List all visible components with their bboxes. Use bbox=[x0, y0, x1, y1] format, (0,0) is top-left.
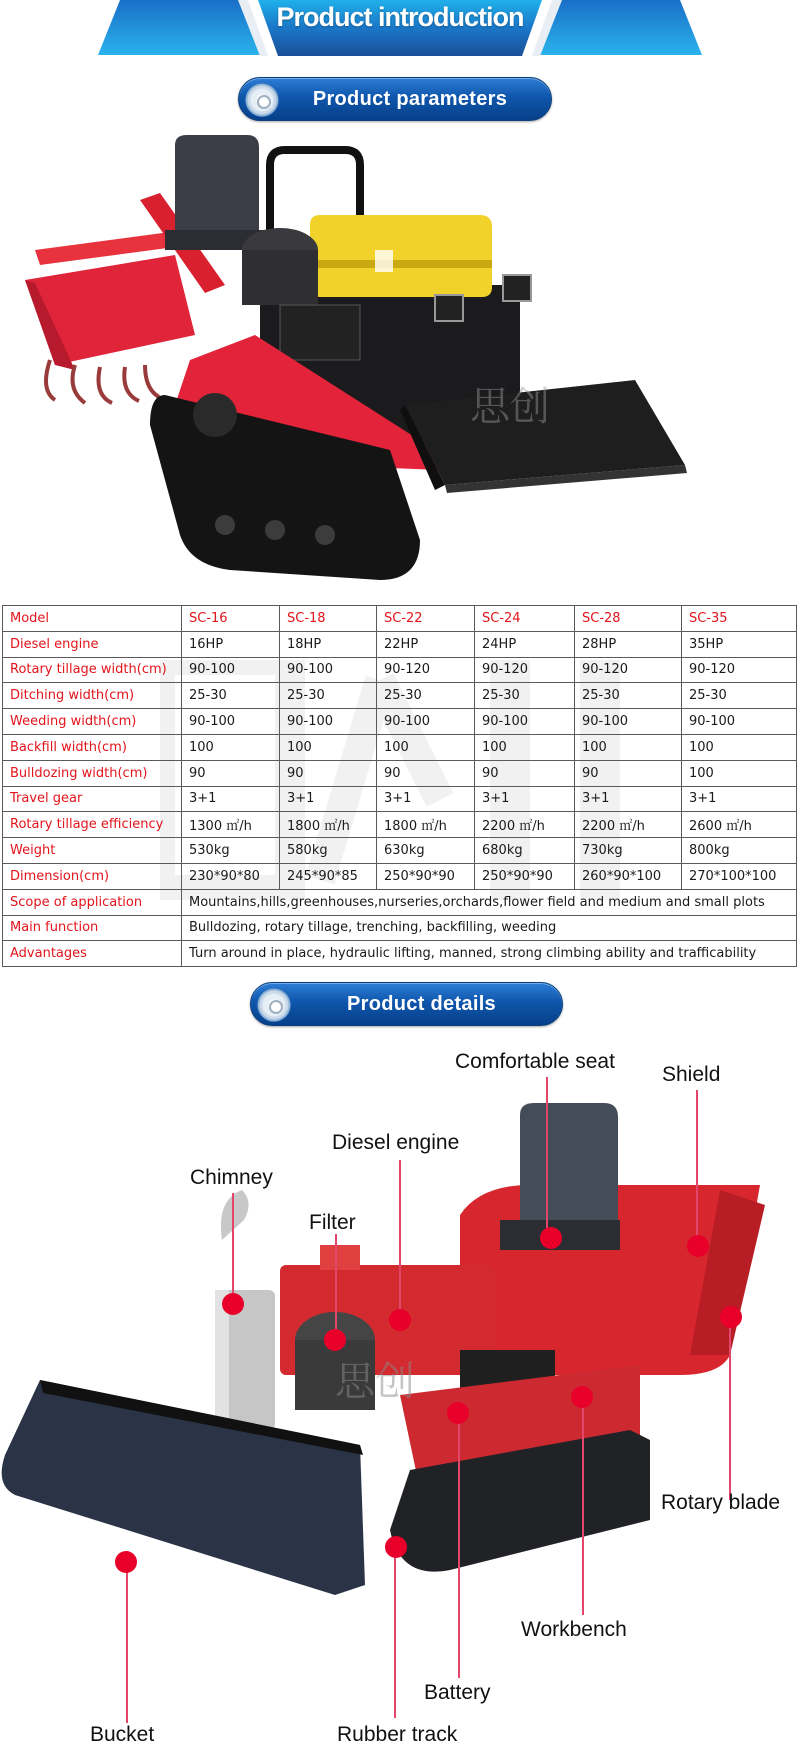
table-cell: 22HP bbox=[377, 631, 475, 657]
table-row bbox=[3, 709, 797, 735]
table-cell: 35HP bbox=[682, 631, 797, 657]
table-cell: 1800 ㎡/h bbox=[280, 812, 377, 838]
svg-text:思创: 思创 bbox=[335, 1359, 415, 1405]
table-cell: 28HP bbox=[575, 631, 682, 657]
row-label: Main function bbox=[3, 915, 182, 941]
table-row bbox=[3, 760, 797, 786]
table-cell: 90-120 bbox=[377, 657, 475, 683]
table-row bbox=[3, 683, 797, 709]
banner-title: Product introduction bbox=[276, 2, 524, 32]
product-details-header bbox=[250, 982, 563, 1026]
table-cell: 90-100 bbox=[280, 709, 377, 735]
table-row-merged bbox=[3, 941, 797, 967]
table-cell: 90 bbox=[182, 760, 280, 786]
callout-dot-engine bbox=[389, 1309, 411, 1331]
table-cell: 90-100 bbox=[280, 657, 377, 683]
table-row bbox=[3, 786, 797, 812]
header-cell: Model bbox=[3, 606, 182, 632]
callout-dot-bucket bbox=[115, 1551, 137, 1573]
table-row bbox=[3, 838, 797, 864]
spec-table bbox=[2, 605, 797, 967]
header-cell: SC-16 bbox=[182, 606, 280, 632]
callout-chimney: Chimney bbox=[190, 1166, 273, 1189]
callout-rubber-track: Rubber track bbox=[337, 1723, 458, 1746]
table-cell: 1800 ㎡/h bbox=[377, 812, 475, 838]
callout-dot-rubber-track bbox=[385, 1536, 407, 1558]
table-cell: 100 bbox=[182, 734, 280, 760]
table-cell: 3+1 bbox=[682, 786, 797, 812]
table-cell: 3+1 bbox=[475, 786, 575, 812]
table-cell: 90-120 bbox=[475, 657, 575, 683]
callout-diesel-engine: Diesel engine bbox=[332, 1131, 460, 1154]
table-cell: 245*90*85 bbox=[280, 863, 377, 889]
callout-comfortable-seat: Comfortable seat bbox=[455, 1050, 615, 1073]
header-cell: SC-35 bbox=[682, 606, 797, 632]
table-cell: 100 bbox=[575, 734, 682, 760]
row-label: Scope of application bbox=[3, 889, 182, 915]
product-photo-tractor bbox=[15, 135, 775, 590]
leader-line-bucket bbox=[126, 1563, 128, 1723]
table-cell: 90-100 bbox=[377, 709, 475, 735]
leader-line-workbench bbox=[582, 1398, 584, 1615]
callout-rotary-blade: Rotary blade bbox=[661, 1491, 781, 1514]
row-label: Backfill width(cm) bbox=[3, 734, 182, 760]
table-cell: 250*90*90 bbox=[475, 863, 575, 889]
leader-line-engine bbox=[399, 1160, 401, 1325]
table-cell: 3+1 bbox=[377, 786, 475, 812]
row-label: Rotary tillage efficiency bbox=[3, 812, 182, 838]
table-cell: 250*90*90 bbox=[377, 863, 475, 889]
table-cell: 100 bbox=[280, 734, 377, 760]
table-cell: 90 bbox=[475, 760, 575, 786]
table-header-row bbox=[3, 606, 797, 632]
table-cell: 90-120 bbox=[575, 657, 682, 683]
table-row-merged bbox=[3, 889, 797, 915]
table-cell: 730kg bbox=[575, 838, 682, 864]
callout-dot-chimney bbox=[222, 1293, 244, 1315]
leader-line-rubber-track bbox=[394, 1548, 396, 1718]
leader-line-chimney bbox=[232, 1193, 234, 1293]
header-cell: SC-18 bbox=[280, 606, 377, 632]
row-label: Advantages bbox=[3, 941, 182, 967]
table-cell: 90-100 bbox=[182, 657, 280, 683]
leader-line-shield bbox=[696, 1090, 698, 1245]
table-cell: 25-30 bbox=[575, 683, 682, 709]
table-cell: 270*100*100 bbox=[682, 863, 797, 889]
table-cell: 24HP bbox=[475, 631, 575, 657]
table-cell: 3+1 bbox=[575, 786, 682, 812]
leader-line-seat bbox=[546, 1077, 548, 1239]
table-row bbox=[3, 812, 797, 838]
product-details-label: Product details bbox=[347, 993, 496, 1015]
row-label: Ditching width(cm) bbox=[3, 683, 182, 709]
table-cell: 90-120 bbox=[682, 657, 797, 683]
table-cell: 260*90*100 bbox=[575, 863, 682, 889]
table-cell: 25-30 bbox=[182, 683, 280, 709]
table-cell: 100 bbox=[377, 734, 475, 760]
table-cell: 580kg bbox=[280, 838, 377, 864]
table-cell: 90 bbox=[575, 760, 682, 786]
table-row bbox=[3, 734, 797, 760]
header-cell: SC-22 bbox=[377, 606, 475, 632]
table-cell: 25-30 bbox=[377, 683, 475, 709]
callout-dot-workbench bbox=[571, 1386, 593, 1408]
row-label: Travel gear bbox=[3, 786, 182, 812]
header-cell: SC-28 bbox=[575, 606, 682, 632]
table-cell: 530kg bbox=[182, 838, 280, 864]
table-cell: 90-100 bbox=[475, 709, 575, 735]
leader-line-battery bbox=[458, 1414, 460, 1678]
table-cell-merged: Mountains,hills,greenhouses,nurseries,orchards,flower field and medium and small plots bbox=[182, 889, 797, 915]
table-cell: 2200 ㎡/h bbox=[475, 812, 575, 838]
table-row-merged bbox=[3, 915, 797, 941]
callout-dot-battery bbox=[447, 1402, 469, 1424]
table-cell: 25-30 bbox=[475, 683, 575, 709]
table-cell: 2600 ㎡/h bbox=[682, 812, 797, 838]
table-cell: 1300 ㎡/h bbox=[182, 812, 280, 838]
table-row bbox=[3, 631, 797, 657]
row-label: Weeding width(cm) bbox=[3, 709, 182, 735]
callout-bucket: Bucket bbox=[90, 1723, 155, 1746]
callout-shield: Shield bbox=[662, 1063, 721, 1086]
table-cell: 100 bbox=[682, 760, 797, 786]
table-cell: 16HP bbox=[182, 631, 280, 657]
table-cell: 25-30 bbox=[682, 683, 797, 709]
header-cell: SC-24 bbox=[475, 606, 575, 632]
svg-text:思创: 思创 bbox=[470, 384, 550, 430]
table-cell: 25-30 bbox=[280, 683, 377, 709]
table-cell: 100 bbox=[475, 734, 575, 760]
table-cell: 100 bbox=[682, 734, 797, 760]
row-label: Bulldozing width(cm) bbox=[3, 760, 182, 786]
row-label: Rotary tillage width(cm) bbox=[3, 657, 182, 683]
table-cell: 18HP bbox=[280, 631, 377, 657]
callout-dot-rotary-blade bbox=[720, 1306, 742, 1328]
table-cell-merged: Turn around in place, hydraulic lifting, manned, strong climbing ability and trafficability bbox=[182, 941, 797, 967]
product-parameters-label: Product parameters bbox=[312, 88, 508, 110]
table-cell: 90 bbox=[280, 760, 377, 786]
product-parameters-header bbox=[238, 77, 552, 121]
table-cell: 90-100 bbox=[575, 709, 682, 735]
table-row bbox=[3, 863, 797, 889]
table-cell: 90-100 bbox=[682, 709, 797, 735]
leader-line-rotary-blade bbox=[729, 1318, 731, 1500]
callout-workbench: Workbench bbox=[521, 1618, 627, 1641]
table-cell: 90-100 bbox=[182, 709, 280, 735]
callout-dot-shield bbox=[687, 1235, 709, 1257]
leader-line-filter bbox=[335, 1234, 337, 1339]
row-label: Diesel engine bbox=[3, 631, 182, 657]
table-cell-merged: Bulldozing, rotary tillage, trenching, backfilling, weeding bbox=[182, 915, 797, 941]
table-cell: 2200 ㎡/h bbox=[575, 812, 682, 838]
table-cell: 630kg bbox=[377, 838, 475, 864]
callout-battery: Battery bbox=[424, 1681, 491, 1704]
table-cell: 3+1 bbox=[280, 786, 377, 812]
row-label: Weight bbox=[3, 838, 182, 864]
table-cell: 800kg bbox=[682, 838, 797, 864]
table-row bbox=[3, 657, 797, 683]
table-cell: 90 bbox=[377, 760, 475, 786]
table-cell: 3+1 bbox=[182, 786, 280, 812]
callout-dot-seat bbox=[540, 1227, 562, 1249]
table-cell: 680kg bbox=[475, 838, 575, 864]
callout-filter: Filter bbox=[309, 1211, 356, 1234]
table-cell: 230*90*80 bbox=[182, 863, 280, 889]
row-label: Dimension(cm) bbox=[3, 863, 182, 889]
product-introduction-banner bbox=[0, 0, 800, 56]
callout-dot-filter bbox=[324, 1329, 346, 1351]
